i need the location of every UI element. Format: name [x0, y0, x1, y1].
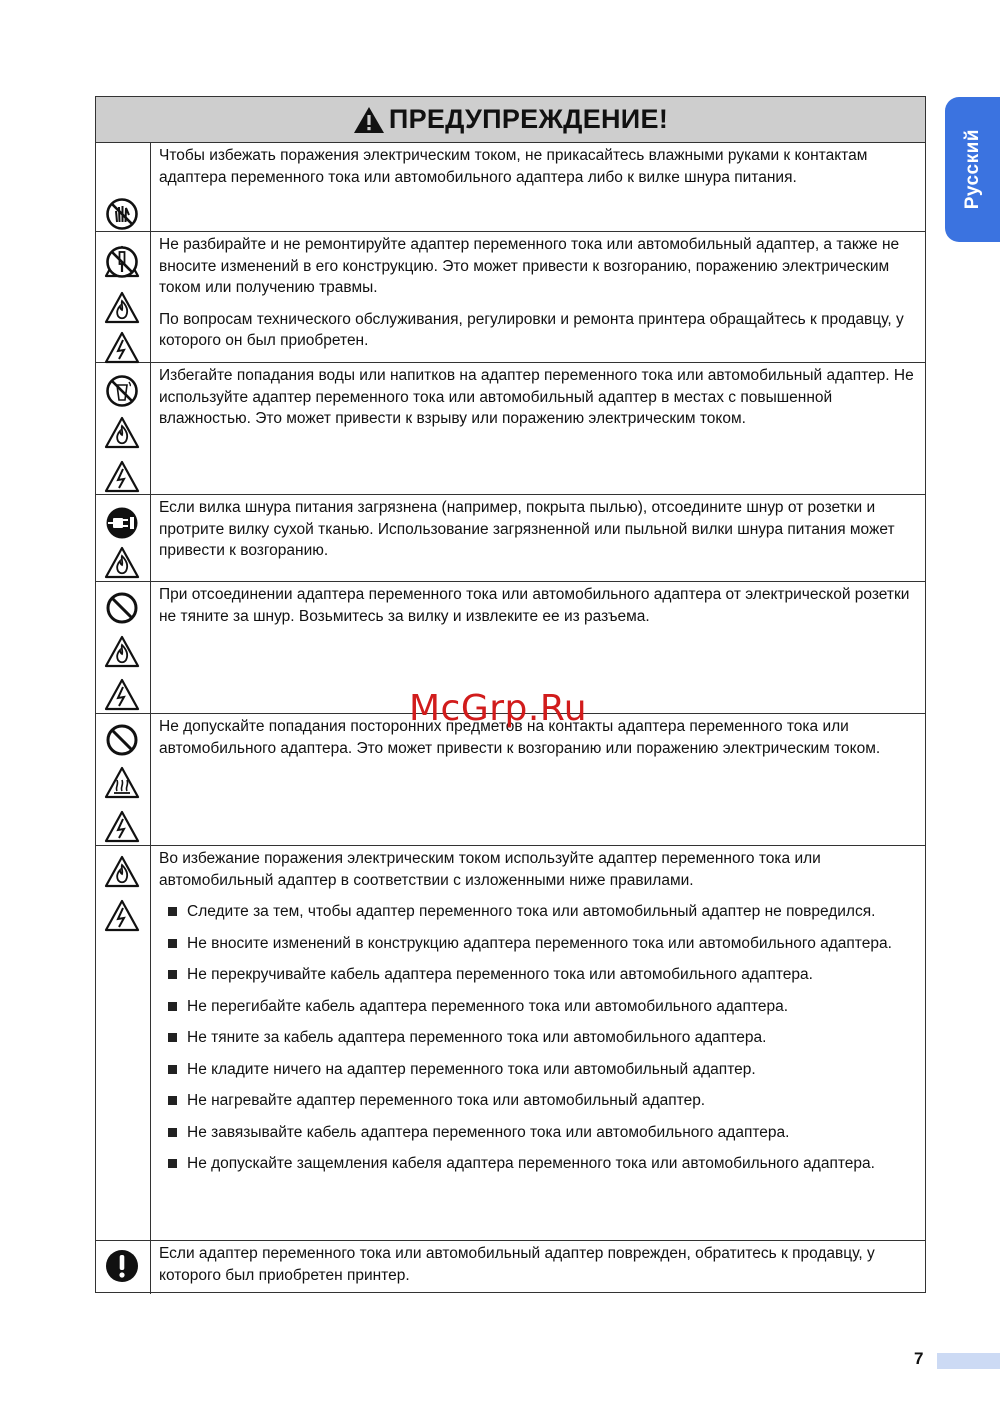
hot-surface-warning-icon: [104, 765, 140, 801]
warning-paragraph: Чтобы избежать поражения электрическим током, не прикасайтесь влажными руками к контактам адаптера переменного тока или автомобильного адаптера либо к вилке шнура питания.: [159, 147, 868, 186]
warning-text: [159, 232, 919, 362]
warning-text: [159, 363, 919, 440]
warning-icon-column: [96, 143, 151, 231]
warning-paragraph: Во избежание поражения электрическим током используйте адаптер переменного тока или автомобильный адаптер в соответствии с изложенными ниже правилами.: [159, 850, 821, 889]
warning-text: [159, 1241, 919, 1296]
bullet-item: Не перекручивайте кабель адаптера переменного тока или автомобильного адаптера.: [187, 964, 919, 986]
bullet-item: Не завязывайте кабель адаптера переменного тока или автомобильного адаптера.: [187, 1122, 919, 1144]
language-tab-label: Русский: [961, 129, 983, 210]
warning-title: ПРЕДУПРЕЖДЕНИЕ!: [388, 104, 669, 134]
bullet-item: Не перегибайте кабель адаптера переменного тока или автомобильного адаптера.: [187, 996, 919, 1018]
bullet-list: [159, 901, 919, 1175]
prohibited-icon: [104, 590, 140, 626]
warning-row: [96, 846, 925, 1241]
electric-shock-warning-icon: [104, 459, 140, 495]
warning-icon-column: [96, 495, 151, 581]
warning-icon-column: [96, 232, 151, 362]
warning-text: [159, 846, 919, 1185]
warning-row: [96, 1241, 925, 1294]
warning-icon-column: [96, 714, 151, 845]
warning-row: [96, 495, 925, 582]
bullet-item: Не кладите ничего на адаптер переменного тока или автомобильный адаптер.: [187, 1059, 919, 1081]
electric-shock-warning-icon: [104, 330, 140, 366]
bullet-item: Следите за тем, чтобы адаптер переменного тока или автомобильный адаптер не повредился.: [187, 901, 919, 923]
prohibited-icon: [104, 722, 140, 758]
warning-paragraph: Если вилка шнура питания загрязнена (например, покрыта пылью), отсоедините шнур от розетки и протрите вилку сухой тканью. Использование загрязненной или пыльной вилки шнура питания может привести к возгоранию.: [159, 499, 895, 559]
page-number-bar: [937, 1353, 1000, 1369]
warning-icon-column: [96, 582, 151, 713]
bullet-item: Не тяните за кабель адаптера переменного тока или автомобильного адаптера.: [187, 1027, 919, 1049]
warning-row: [96, 363, 925, 495]
warning-icon-column: [96, 846, 151, 1240]
bullet-item: Не вносите изменений в конструкцию адаптера переменного тока или автомобильного адаптера.: [187, 933, 919, 955]
warning-text: [159, 143, 919, 198]
no-disassembly-icon: [104, 244, 140, 280]
warning-triangle-icon: [353, 106, 385, 134]
electric-shock-warning-icon: [104, 677, 140, 713]
warning-icon-column: [96, 363, 151, 494]
warning-text: [159, 495, 919, 572]
warning-paragraph: Если адаптер переменного тока или автомобильный адаптер поврежден, обратитесь к продавцу, у которого был приобретен принтер.: [159, 1245, 875, 1284]
page-number: 7: [914, 1349, 924, 1368]
language-tab: [945, 97, 1000, 242]
watermark: McGrp.Ru: [409, 688, 588, 729]
mandatory-action-icon: [104, 1248, 140, 1284]
warning-row: [96, 714, 925, 846]
warning-paragraph: По вопросам технического обслуживания, регулировки и ремонта принтера обращайтесь к продавцу, у которого он был приобретен.: [159, 310, 904, 349]
unplug-icon: [104, 505, 140, 541]
warning-row: [96, 232, 925, 363]
no-water-icon: [104, 373, 140, 409]
bullet-item: Не нагревайте адаптер переменного тока или автомобильный адаптер.: [187, 1090, 919, 1112]
warning-paragraph: Избегайте попадания воды или напитков на адаптер переменного тока или автомобильный адаптер. Не используйте адаптер переменного тока или автомобильный адаптер в местах с повышенной влажностью. Это может привести к взрыву или поражению электрическим током.: [159, 367, 914, 427]
warning-paragraph: При отсоединении адаптера переменного тока или автомобильного адаптера от электрической розетки не тяните за шнур. Возьмитесь за вилку и извлеките ее из разъема.: [159, 586, 910, 625]
fire-warning-icon: [104, 415, 140, 451]
warning-row: [96, 143, 925, 232]
no-wet-hands-icon: [104, 196, 140, 232]
warning-text: [159, 582, 919, 637]
warning-header: [96, 97, 925, 143]
warning-paragraph: Не допускайте попадания посторонних предметов на контакты адаптера переменного тока или автомобильного адаптера. Это может привести к возгоранию или поражению электрическим током.: [159, 718, 881, 757]
fire-warning-icon: [104, 545, 140, 581]
electric-shock-warning-icon: [104, 898, 140, 934]
fire-warning-icon: [104, 290, 140, 326]
warning-paragraph: Не разбирайте и не ремонтируйте адаптер переменного тока или автомобильный адаптер, а также не вносите изменений в его конструкцию. Это может привести к возгоранию, поражению электрическим током или получению травмы.: [159, 236, 900, 296]
electric-shock-warning-icon: [104, 809, 140, 845]
fire-warning-icon: [104, 854, 140, 890]
fire-warning-icon: [104, 634, 140, 670]
bullet-item: Не допускайте защемления кабеля адаптера переменного тока или автомобильного адаптера.: [187, 1153, 919, 1175]
warning-icon-column: [96, 1241, 151, 1294]
